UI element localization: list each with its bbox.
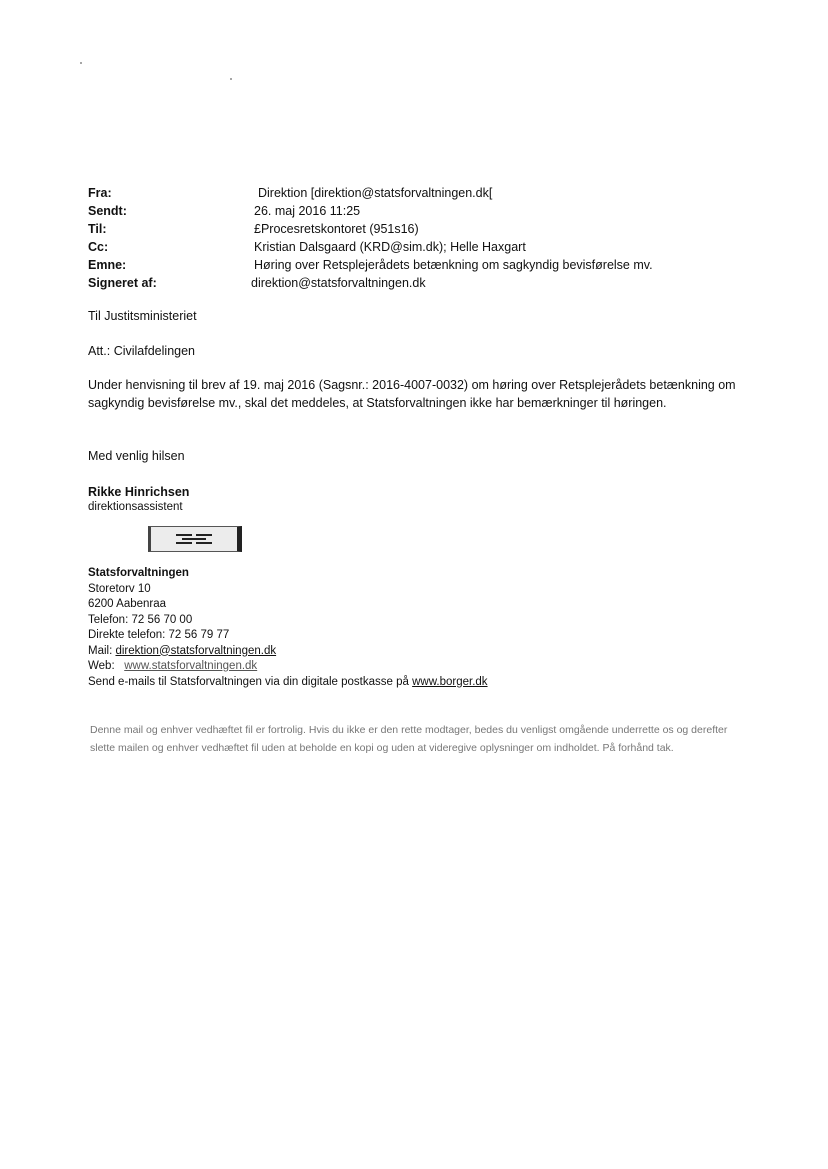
signed-label: Signeret af: — [88, 276, 157, 290]
confidentiality-disclaimer: Denne mail og enhver vedhæftet fil er fortrolig. Hvis du ikke er den rette modtager, bedes du venligst omgående underrette os og derefter slette mailen og enhver vedhæftet fil uden at beholde en kopi og uden at videregive oplysninger om indholdet. På forhånd tak. — [90, 724, 728, 754]
header-row-to — [88, 220, 728, 238]
signer-name: Rikke Hinrichsen — [88, 485, 190, 499]
attention-line: Att.: Civilafdelingen — [88, 344, 196, 358]
mail-label: Mail: — [88, 644, 113, 657]
scan-speck — [80, 62, 82, 64]
logo-mark-icon — [172, 533, 216, 545]
signed-value: direktion@statsforvaltningen.dk — [251, 276, 426, 290]
email-header — [88, 184, 728, 292]
eboks-text: Send e-mails til Statsforvaltningen via din digitale postkasse på — [88, 675, 409, 688]
org-direct-phone: Direkte telefon: 72 56 79 77 — [88, 629, 230, 641]
to-label: Til: — [88, 222, 107, 236]
cc-label: Cc: — [88, 240, 109, 254]
org-name: Statsforvaltningen — [88, 567, 189, 579]
mail-link[interactable]: direktion@statsforvaltningen.dk — [115, 644, 277, 657]
header-row-sent — [88, 202, 728, 220]
from-label: Fra: — [88, 186, 112, 200]
org-web-line — [88, 659, 488, 675]
web-link[interactable]: www.statsforvaltningen.dk — [124, 660, 258, 672]
subject-value: Høring over Retsplejerådets betænkning om sagkyndig bevisførelse mv. — [254, 258, 653, 272]
closing-line: Med venlig hilsen — [88, 449, 185, 463]
header-row-cc — [88, 238, 728, 256]
scan-speck — [230, 78, 232, 80]
to-value: £Procesretskontoret (951s16) — [254, 222, 419, 236]
header-row-from — [88, 184, 728, 202]
org-phone: Telefon: 72 56 70 00 — [88, 613, 193, 626]
org-street: Storetorv 10 — [88, 582, 151, 595]
signer-title: direktionsassistent — [88, 501, 183, 513]
eboks-link[interactable]: www.borger.dk — [412, 675, 488, 688]
header-row-subject — [88, 256, 728, 274]
subject-label: Emne: — [88, 258, 127, 272]
body-paragraph: Under henvisning til brev af 19. maj 2016 (Sagsnr.: 2016-4007-0032) om høring over Retsplejerådets betænkning om sagkyndig bevisførelse mv., skal det meddeles, at Statsforvaltningen ikke har bemærkninger til høringen. — [88, 378, 736, 410]
header-row-signed — [88, 274, 728, 292]
recipient-line: Til Justitsministeriet — [88, 309, 197, 323]
org-mail-line — [88, 644, 488, 660]
organization-logo — [148, 526, 242, 552]
sent-value: 26. maj 2016 11:25 — [254, 204, 361, 218]
from-value: Direktion [direktion@statsforvaltningen.dk[ — [258, 186, 493, 200]
org-city: 6200 Aabenraa — [88, 598, 167, 610]
web-label: Web: — [88, 660, 115, 672]
sent-label: Sendt: — [88, 204, 127, 218]
org-eboks-line — [88, 675, 488, 691]
cc-value: Kristian Dalsgaard (KRD@sim.dk); Helle Haxgart — [254, 240, 526, 254]
organization-contact — [88, 566, 488, 690]
